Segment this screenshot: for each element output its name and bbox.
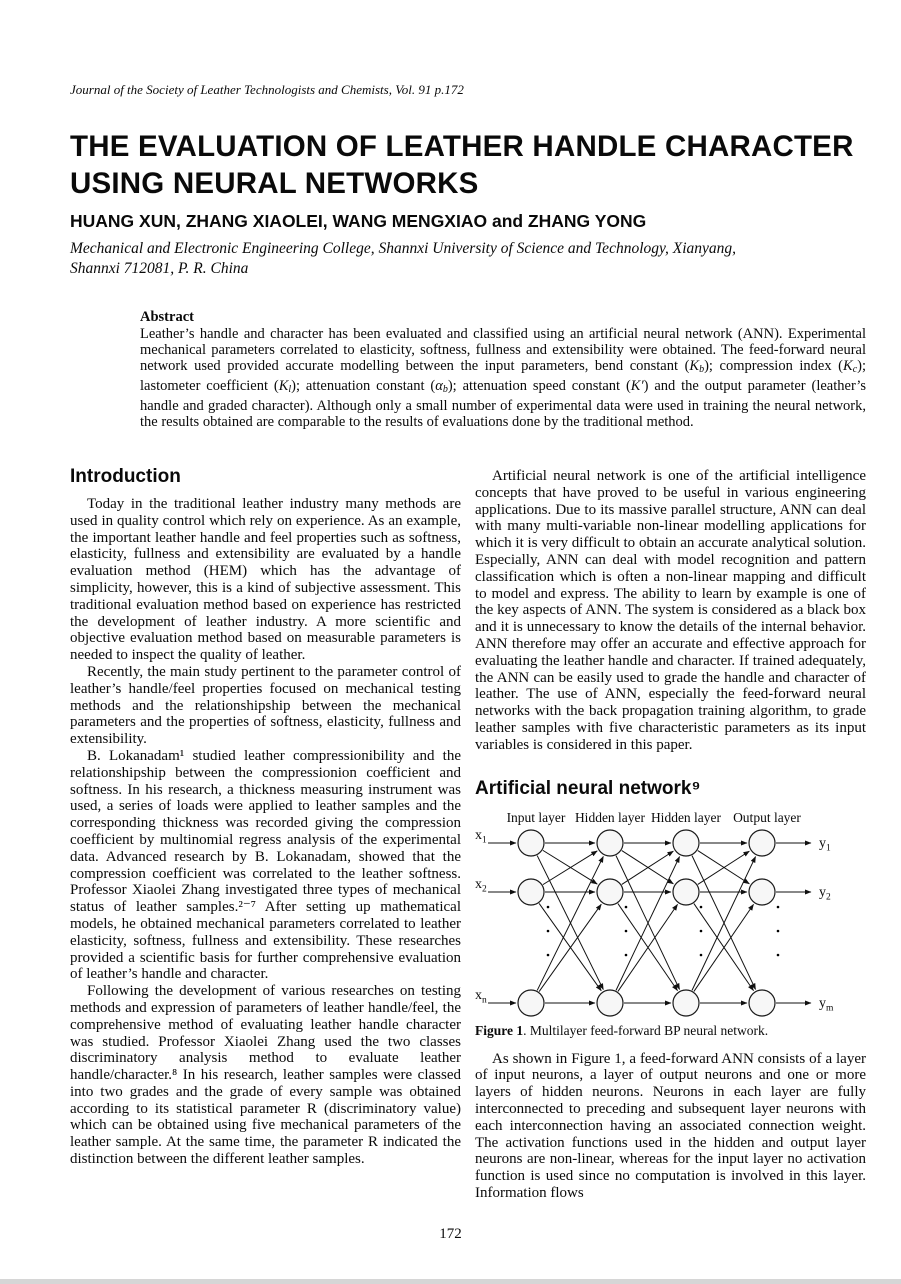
ellipsis-dot: [777, 929, 780, 932]
abstract-section: [140, 309, 866, 430]
abstract-heading: Abstract: [140, 309, 194, 325]
layer-label: Hidden layer: [650, 809, 722, 825]
bp-network-diagram: [475, 808, 869, 1020]
neuron-node: [673, 879, 699, 905]
two-column-body: [70, 466, 866, 1202]
ellipsis-dot: [625, 905, 628, 908]
affiliation: Mechanical and Electronic Engineering College, Shannxi University of Science and Technology, Xianyang, Shannxi 712081, P. R. China: [70, 240, 737, 277]
intro-paragraph-2: Recently, the main study pertinent to the parameter control of leather’s handle/feel properties focused on mechanical testing methods and the relationshipship between the mechanical parameters and the properties of softness, elasticity, fullness and extensibility.: [70, 663, 461, 748]
neuron-node: [518, 990, 544, 1016]
neuron-node: [749, 830, 775, 856]
ann-section-heading: Artificial neural network⁹: [475, 777, 701, 799]
ellipsis-dot: [625, 929, 628, 932]
layer-label: Output layer: [733, 809, 801, 825]
ellipsis-dot: [700, 953, 703, 956]
layer-label: Hidden layer: [574, 809, 646, 825]
figure-caption-text: . Multilayer feed-forward BP neural network.: [523, 1022, 769, 1038]
neuron-node: [673, 830, 699, 856]
ellipsis-dot: [547, 953, 550, 956]
journal-reference: Journal of the Society of Leather Technologists and Chemists, Vol. 91 p.172: [70, 82, 464, 97]
input-label: $x_1$: [475, 827, 487, 846]
output-label: $y_1$: [819, 835, 831, 854]
output-label: $y_2$: [819, 884, 831, 903]
article-title: THE EVALUATION OF LEATHER HANDLE CHARACTER USING NEURAL NETWORKS: [70, 130, 854, 200]
intro-paragraph-3: B. Lokanadam¹ studied leather compressionibility and the relationshipship between the compressionion coefficient and softness. In his research, a thickness measuring instrument was used, a series of loads were applied to leather samples and the corresponding thickness was recorded giving the compression coefficient by multinomial regress analysis of the experimental data. Advanced research by B. Lokanadam, showed that the compression coefficient was correlated to the leather softness. Professor Xiaolei Zhang investigated three types of mechanical status of leather samples.²⁻⁷ After setting up mathematical models, he obtained mechanical parameters correlated to leather elasticity, softness, fullness and extensibility. These researches provided a scientific basis for further comprehensive evaluation of leather’s handle and character.: [70, 747, 461, 983]
left-column: [70, 466, 461, 1202]
introduction-heading: Introduction: [70, 466, 181, 487]
ellipsis-dot: [547, 905, 550, 908]
figure-caption: [475, 1023, 866, 1039]
abstract-text: Leather’s handle and character has been evaluated and classified using an artificial neural network (ANN). Experimental mechanical parameters correlated to elasticity, softness, fullness and extensibility were obtained. The feed-forward neural network used provided accurate modelling between the input parameters, bend constant (Kb); compression index (Kc); lastometer coefficient (Kl); attenuation constant (αb); attenuation speed constant (K′) and the output parameter (leather’s handle and graded character). Although only a small number of experimental data were used in training the neural network, the results obtained are comparable to the results of evaluations done by the traditional method.: [140, 326, 866, 430]
ellipsis-dot: [777, 953, 780, 956]
ellipsis-dot: [700, 929, 703, 932]
right-column: [475, 466, 866, 1202]
layer-label: Input layer: [506, 809, 566, 825]
figure-discussion-paragraph: As shown in Figure 1, a feed-forward ANN consists of a layer of input neurons, a layer of output neurons and one or more layers of hidden neurons. Neurons in each layer are fully interconnected to preceding and subsequent layer neurons with each interconnection having an associated connection weight. The activation functions used in the hidden and output layer neurons are non-linear, whereas for the input layer no activation function is used since no computation is involved in this layer. Information flows: [475, 1050, 866, 1201]
neuron-node: [597, 830, 623, 856]
ellipsis-dot: [700, 905, 703, 908]
intro-paragraph-4: Following the development of various researches on testing methods and expression of parameters of leather handle/feel, the comprehensive method of evaluating leather handle character was studied. Professor Xiaolei Zhang used the two classes discriminatory analysis method to evaluate leather handle/character.⁸ In his research, leather samples were classed into two grades and the grade of every sample was obtained according to its statistical parameter R (discriminatory value) which can be obtained using five mechanical parameters of the leather sample. At the same time, the parameter R indicated the distinction between the different leather samples.: [70, 983, 461, 1168]
neuron-node: [749, 879, 775, 905]
bottom-scrollbar: [0, 1279, 901, 1284]
ann-intro-paragraph: Artificial neural network is one of the artificial intelligence concepts that have proved to be useful in various engineering applications. Due to its massive parallel structure, ANN can deal with many multi-variable non-linear modelling applications for which it is very difficult to obtain an accurate analytical solution. Especially, ANN can deal with model recognition and pattern classification which is often a non-linear mapping and difficult to model and express. The ability to learn by example is one of the key aspects of ANN. The system is considered as a black box and it is unnecessary to know the details of the internal behavior. ANN therefore may offer an accurate and effective approach for evaluating the leather handle and character. If trained adequately, the ANN can be easily used to grade the handle and character of leather. The use of ANN, especially the feed-forward neural networks with the back propagation training algorithm, to grade leather samples with five characteristic parameters as its input variables is considered in this paper.: [475, 468, 866, 753]
neuron-node: [749, 990, 775, 1016]
ellipsis-dot: [547, 929, 550, 932]
neuron-node: [518, 830, 544, 856]
page-number: 172: [439, 1226, 462, 1242]
ellipsis-dot: [777, 905, 780, 908]
neuron-node: [597, 990, 623, 1016]
neuron-node: [673, 990, 699, 1016]
intro-paragraph-1: Today in the traditional leather industry many methods are used in quality control which rely on experience. As an example, the important leather handle and feel properties such as softness, elasticity, fullness and extensibility are evaluated by a handle evaluation method (HEM) which has the advantage of simplicity, however, this is a kind of subjective assessment. This traditional evaluation method based on experience has restricted the development of leather industry. A more scientific and objective evaluation method based on measurable parameters is needed to inspect the quality of leather.: [70, 496, 461, 664]
figure-caption-label: Figure 1: [475, 1022, 524, 1038]
figure-1: [475, 808, 866, 1039]
neuron-node: [518, 879, 544, 905]
input-label: $x_n$: [475, 987, 487, 1006]
output-label: $y_m$: [819, 995, 834, 1014]
input-label: $x_2$: [475, 876, 487, 895]
authors: HUANG XUN, ZHANG XIAOLEI, WANG MENGXIAO and ZHANG YONG: [70, 211, 647, 231]
neuron-node: [597, 879, 623, 905]
ellipsis-dot: [625, 953, 628, 956]
